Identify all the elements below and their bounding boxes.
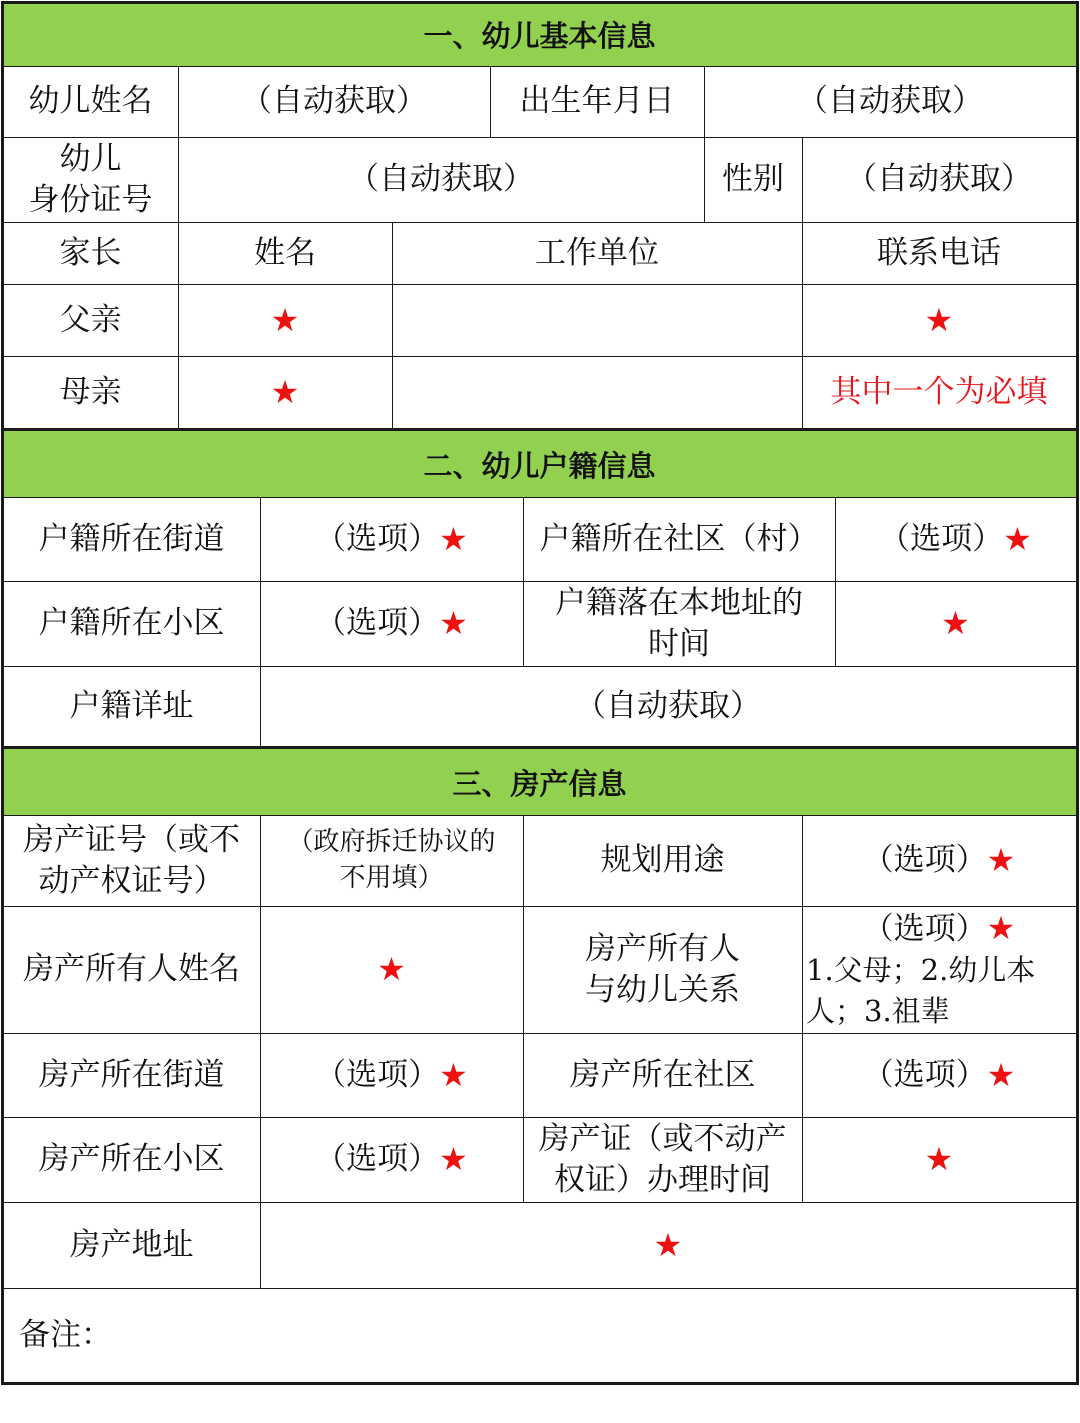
property-estate-value: [260, 1117, 523, 1202]
grid-line: [802, 815, 803, 1202]
required-star-icon: ★: [986, 1055, 1016, 1094]
grid-line: [3, 284, 1076, 285]
property-address-label: 房产地址: [69, 1226, 194, 1263]
required-star-icon: ★: [986, 909, 1016, 948]
mother-label: 母亲: [59, 373, 122, 410]
required-star-icon: ★: [377, 950, 406, 989]
hukou-settle-time-value: [835, 581, 1076, 666]
id-label: 幼儿 身份证号: [28, 140, 153, 218]
grid-line: [3, 137, 1076, 138]
property-usage-label: 规划用途: [600, 842, 725, 879]
required-star-icon: ★: [924, 300, 954, 339]
grid-line: [3, 581, 1076, 582]
hukou-address-label: 户籍详址: [69, 687, 194, 724]
mother-name-cell: [178, 356, 392, 428]
section1-header: [3, 3, 1076, 66]
required-star-icon: ★: [439, 1055, 468, 1094]
border-bottom: [1, 1382, 1079, 1385]
grid-line: [3, 1033, 1076, 1034]
required-note: 其中一个为必填: [830, 373, 1048, 410]
grid-line: [3, 222, 1076, 223]
property-community-label: 房产所在社区: [569, 1056, 756, 1093]
property-cert-time-value: [802, 1117, 1076, 1202]
property-address-value: [260, 1202, 1076, 1288]
section3-title: 三、房产信息: [452, 766, 627, 801]
child-name-value: （自动获取）: [241, 83, 427, 120]
parent-work-header: 工作单位: [535, 234, 659, 271]
border-left: [1, 1, 4, 1385]
option-text: （选项）: [315, 605, 440, 642]
border-top: [1, 1, 1079, 4]
option-text: （选项）: [315, 1056, 440, 1093]
mother-work-cell: [392, 356, 802, 428]
grid-line: [178, 66, 179, 428]
hukou-address-value: （自动获取）: [575, 687, 761, 724]
section3-header: [3, 749, 1076, 815]
property-owner-name-label: 房产所有人姓名: [23, 951, 240, 988]
hukou-street-label: 户籍所在街道: [38, 520, 225, 557]
option-text: （选项）: [862, 1056, 987, 1093]
hukou-community-value: [835, 497, 1076, 581]
required-star-icon: ★: [270, 300, 300, 339]
section2-header: [3, 431, 1076, 497]
gender-label: 性别: [722, 161, 784, 198]
grid-line: [3, 1202, 1076, 1203]
section2-title: 二、幼儿户籍信息: [423, 448, 656, 483]
grid-line: [523, 815, 524, 1202]
property-street-value: [260, 1033, 523, 1117]
grid-line: [3, 428, 1076, 431]
grid-line: [3, 746, 1076, 749]
property-estate-label: 房产所在小区: [38, 1141, 225, 1178]
required-star-icon: ★: [270, 372, 300, 411]
property-community-value: [802, 1033, 1076, 1117]
property-cert-no-label: 房产证号（或不 动产权证号）: [23, 821, 240, 899]
birth-value: （自动获取）: [797, 83, 983, 120]
grid-line: [3, 356, 1076, 357]
grid-line: [523, 497, 524, 666]
grid-line: [392, 222, 393, 428]
grid-line: [704, 66, 705, 222]
gender-value: （自动获取）: [846, 161, 1032, 198]
required-star-icon: ★: [941, 604, 970, 643]
parent-header: 家长: [59, 234, 122, 271]
required-star-icon: ★: [1003, 519, 1032, 558]
grid-line: [3, 1288, 1076, 1289]
option-text: （选项）: [879, 520, 1004, 557]
birth-label: 出生年月日: [519, 83, 675, 120]
grid-line: [3, 1117, 1076, 1118]
grid-line: [260, 497, 261, 746]
hukou-estate-value: [260, 581, 523, 666]
hukou-estate-label: 户籍所在小区: [38, 605, 225, 642]
required-star-icon: ★: [439, 1140, 468, 1179]
grid-line: [3, 815, 1076, 816]
option-text: （选项）: [315, 520, 440, 557]
required-star-icon: ★: [924, 1140, 954, 1179]
parent-phone-header: 联系电话: [877, 234, 1001, 271]
grid-line: [3, 666, 1076, 667]
grid-line: [802, 137, 803, 428]
property-street-label: 房产所在街道: [38, 1056, 225, 1093]
hukou-community-label: 户籍所在社区（村）: [539, 520, 819, 557]
required-star-icon: ★: [986, 841, 1016, 880]
required-star-icon: ★: [439, 604, 468, 643]
hukou-street-value: [260, 497, 523, 581]
grid-line: [490, 66, 491, 137]
grid-line: [835, 497, 836, 666]
father-work-cell: [392, 284, 802, 356]
required-star-icon: ★: [653, 1225, 683, 1264]
grid-line: [260, 815, 261, 1288]
border-right: [1076, 1, 1079, 1385]
father-phone-cell: [802, 284, 1076, 356]
property-cert-time-label: 房产证（或不动产 权证）办理时间: [538, 1120, 787, 1198]
grid-line: [3, 497, 1076, 498]
option-text: （选项）: [862, 911, 987, 948]
parent-name-header: 姓名: [254, 234, 316, 271]
grid-line: [3, 66, 1076, 67]
property-owner-relation-label: 房产所有人 与幼儿关系: [585, 930, 740, 1008]
required-star-icon: ★: [439, 519, 468, 558]
property-cert-no-value: （政府拆迁协议的 不用填）: [287, 827, 496, 893]
father-name-cell: [178, 284, 392, 356]
property-owner-name-value: [260, 906, 523, 1033]
relation-options-text: 1.父母；2.幼儿本人；3.祖辈: [806, 953, 1036, 1028]
option-text: （选项）: [862, 842, 987, 879]
remarks: 备注：: [19, 1317, 112, 1354]
father-label: 父亲: [59, 301, 122, 338]
option-text: （选项）: [315, 1141, 440, 1178]
section1-title: 一、幼儿基本信息: [423, 19, 656, 53]
relation-option-line: [806, 907, 1072, 950]
id-value: （自动获取）: [348, 161, 534, 198]
property-owner-relation-value: [802, 906, 1076, 1033]
property-usage-value: [802, 815, 1076, 906]
child-name-label: 幼儿姓名: [28, 83, 153, 120]
grid-line: [3, 906, 1076, 907]
hukou-settle-time-label: 户籍落在本地址的 时间: [555, 584, 803, 662]
